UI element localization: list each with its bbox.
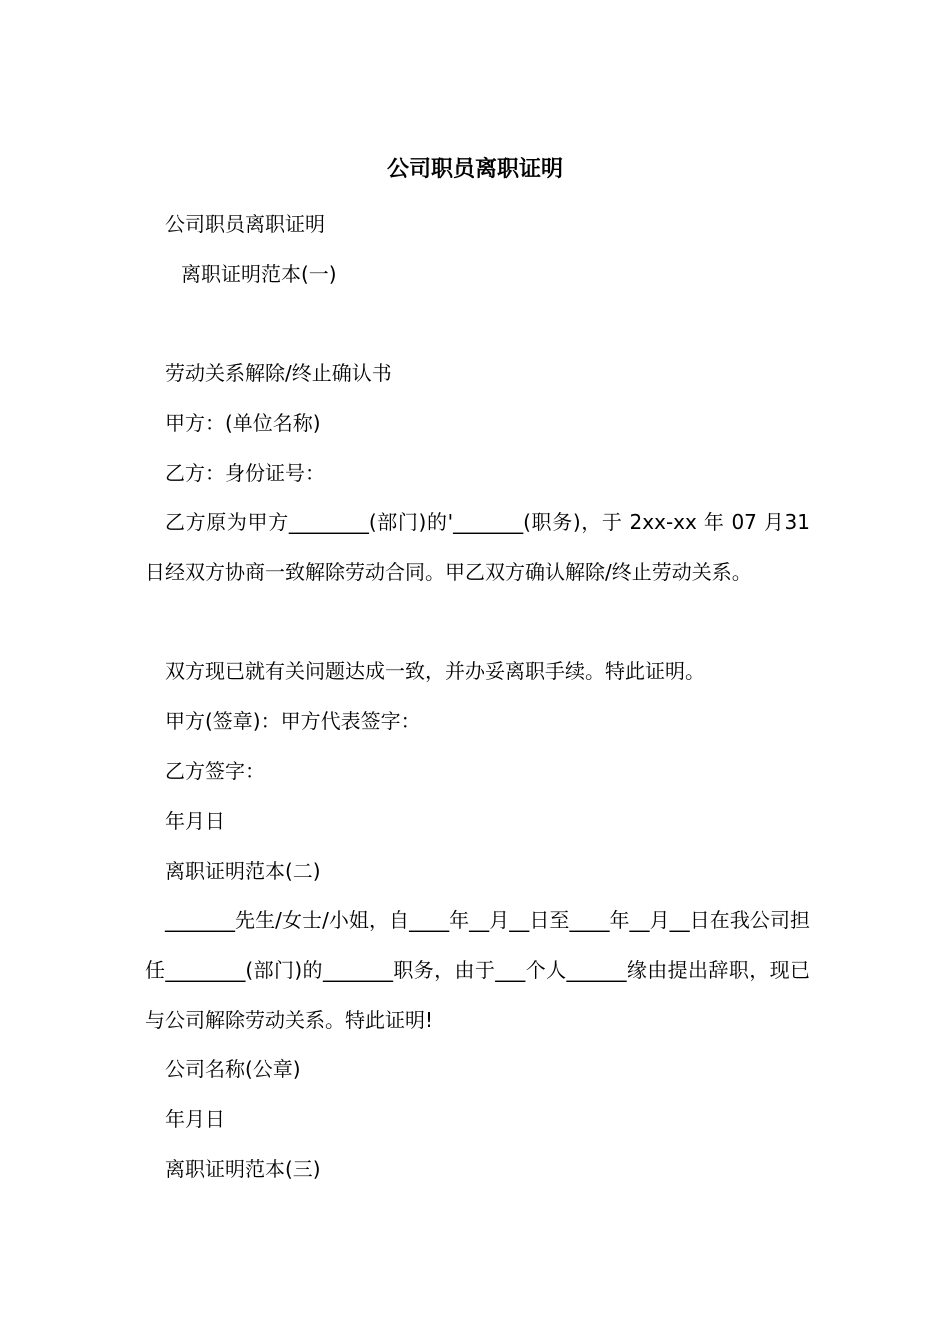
agreement-paragraph: 双方现已就有关问题达成一致，并办妥离职手续。特此证明。 [165, 659, 705, 683]
termination-paragraph: 乙方原为甲方________(部门)的'_______(职务)，于 2xx-xx 年 07 月31 日经双方协商一致解除劳动合同。甲乙双方确认解除/终止劳动关系。 [145, 510, 810, 584]
date-line-2: 年月日 [165, 1107, 225, 1131]
party-b-signature-line: 乙方签字： [165, 759, 265, 783]
confirmation-title: 劳动关系解除/终止确认书 [165, 361, 392, 385]
party-b-line: 乙方：身份证号： [165, 461, 325, 485]
party-a-line: 甲方：(单位名称) [165, 411, 321, 435]
sample-one-heading: 离职证明范本(一) [181, 262, 337, 286]
sample-three-heading: 离职证明范本(三) [165, 1157, 321, 1181]
document-subtitle: 公司职员离职证明 [165, 212, 325, 236]
sample-two-heading: 离职证明范本(二) [165, 859, 321, 883]
document-title: 公司职员离职证明 [386, 157, 563, 182]
resignation-paragraph: _______先生/女士/小姐，自____年__月__日至____年__月__日在我公司担任________(部门)的_______职务，由于___个人______缘由提出辞职，现已与公司解除劳动关系。特此证明! [145, 908, 810, 1032]
company-seal-line: 公司名称(公章) [165, 1057, 301, 1081]
date-line: 年月日 [165, 809, 225, 833]
party-a-signature-line: 甲方(签章)：甲方代表签字： [165, 709, 421, 733]
